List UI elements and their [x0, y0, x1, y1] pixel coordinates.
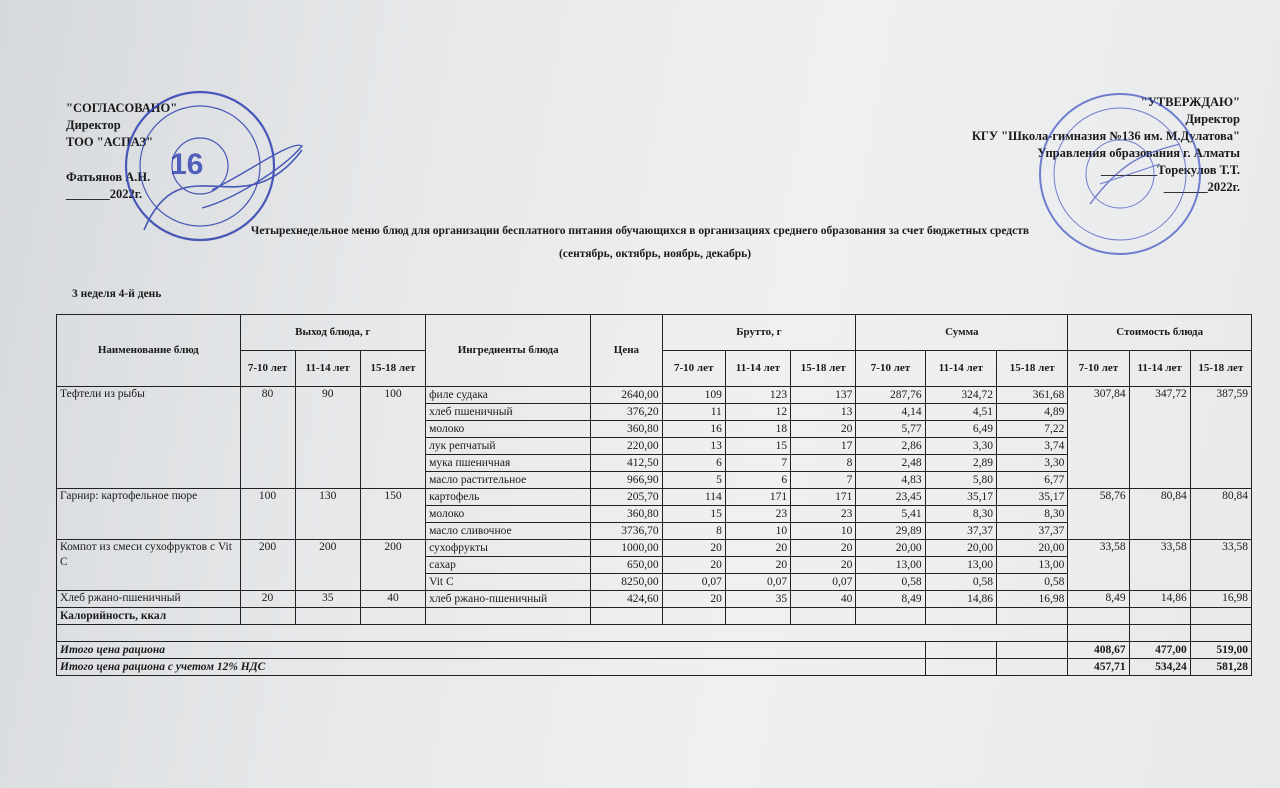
empty-cell	[295, 608, 360, 625]
header-ingredients: Ингредиенты блюда	[426, 315, 591, 387]
sum-cell: 20,00	[997, 540, 1068, 557]
brutto-cell: 10	[725, 523, 790, 540]
menu-title: Четырехнедельное меню блюд для организации бесплатного питания обучающихся в организациях среднего образования за счет бюджетных средств	[250, 225, 1030, 237]
sum-cell: 20,00	[925, 540, 996, 557]
empty-cell	[856, 608, 925, 625]
dish-name-cell: Хлеб ржано-пшеничный	[57, 591, 241, 608]
brutto-cell: 20	[725, 557, 790, 574]
ingredient-cell: сахар	[426, 557, 591, 574]
sum-cell: 2,48	[856, 455, 925, 472]
ingredient-cell: филе судака	[426, 387, 591, 404]
sum-cell: 324,72	[925, 387, 996, 404]
approve-date: _______2022г.	[1163, 180, 1240, 194]
dish-cost-cell: 58,76	[1068, 489, 1129, 540]
yield-cell: 80	[240, 387, 295, 489]
menu-table-container	[56, 314, 1252, 676]
dish-cost-cell: 347,72	[1129, 387, 1190, 489]
brutto-cell: 18	[725, 421, 790, 438]
sum-cell: 6,77	[997, 472, 1068, 489]
dish-cost-cell: 307,84	[1068, 387, 1129, 489]
ingredient-cell: хлеб пшеничный	[426, 404, 591, 421]
sum-cell: 13,00	[856, 557, 925, 574]
agreed-signatory: Фатьянов А.Н.	[66, 170, 151, 184]
total-vat-row	[57, 659, 1252, 676]
header-price: Цена	[591, 315, 662, 387]
empty-cell	[1068, 608, 1129, 625]
price-cell: 220,00	[591, 438, 662, 455]
sum-cell: 13,00	[997, 557, 1068, 574]
dish-cost-cell: 16,98	[1190, 591, 1251, 608]
svg-text:16: 16	[170, 148, 204, 181]
table-row	[57, 540, 1252, 557]
ingredient-cell: хлеб ржано-пшеничный	[426, 591, 591, 608]
sum-cell: 3,74	[997, 438, 1068, 455]
empty-cell	[791, 608, 856, 625]
header-age: 15-18 лет	[791, 351, 856, 387]
empty-cell	[57, 625, 1068, 642]
brutto-cell: 20	[662, 540, 725, 557]
brutto-cell: 35	[725, 591, 790, 608]
agreed-heading: "СОГЛАСОВАНО"	[66, 101, 178, 115]
yield-cell: 130	[295, 489, 360, 540]
sum-cell: 29,89	[856, 523, 925, 540]
empty-cell	[925, 659, 996, 676]
brutto-cell: 6	[662, 455, 725, 472]
approve-organization: КГУ "Школа-гимназия №136 им. М.Дулатова"	[971, 129, 1240, 143]
brutto-cell: 20	[725, 540, 790, 557]
agreed-organization: ТОО "АСПАЗ"	[66, 135, 154, 149]
week-day-label: 3 неделя 4-й день	[72, 288, 162, 300]
ingredient-cell: мука пшеничная	[426, 455, 591, 472]
dish-cost-cell: 80,84	[1190, 489, 1251, 540]
sum-cell: 4,51	[925, 404, 996, 421]
dish-cost-cell: 33,58	[1190, 540, 1251, 591]
empty-cell	[240, 608, 295, 625]
header-age: 11-14 лет	[925, 351, 996, 387]
yield-cell: 20	[240, 591, 295, 608]
brutto-cell: 12	[725, 404, 790, 421]
brutto-cell: 0,07	[791, 574, 856, 591]
brutto-cell: 13	[791, 404, 856, 421]
header-age: 11-14 лет	[1129, 351, 1190, 387]
total-label: Итого цена рациона	[57, 642, 926, 659]
dish-name-cell: Тефтели из рыбы	[57, 387, 241, 489]
brutto-cell: 8	[662, 523, 725, 540]
sum-cell: 20,00	[856, 540, 925, 557]
yield-cell: 200	[360, 540, 425, 591]
approve-position: Директор	[1185, 112, 1240, 126]
header-age: 7-10 лет	[1068, 351, 1129, 387]
brutto-cell: 13	[662, 438, 725, 455]
price-cell: 376,20	[591, 404, 662, 421]
brutto-cell: 5	[662, 472, 725, 489]
price-cell: 360,80	[591, 421, 662, 438]
brutto-cell: 7	[791, 472, 856, 489]
table-row	[57, 489, 1252, 506]
empty-cell	[925, 642, 996, 659]
header-age: 11-14 лет	[295, 351, 360, 387]
yield-cell: 100	[360, 387, 425, 489]
header-dish-name: Наименование блюд	[57, 315, 241, 387]
sum-cell: 37,37	[997, 523, 1068, 540]
dish-cost-cell: 80,84	[1129, 489, 1190, 540]
menu-table-body	[57, 387, 1252, 676]
empty-cell	[360, 608, 425, 625]
ingredient-cell: Vit C	[426, 574, 591, 591]
spacer-row	[57, 625, 1252, 642]
header-brutto: Брутто, г	[662, 315, 856, 351]
sum-cell: 23,45	[856, 489, 925, 506]
brutto-cell: 15	[662, 506, 725, 523]
calories-label: Калорийность, ккал	[57, 608, 241, 625]
header-age: 15-18 лет	[360, 351, 425, 387]
empty-cell	[1190, 608, 1251, 625]
brutto-cell: 10	[791, 523, 856, 540]
sum-cell: 0,58	[997, 574, 1068, 591]
sum-cell: 35,17	[925, 489, 996, 506]
approve-heading: "УТВЕРЖДАЮ"	[1140, 95, 1240, 109]
ingredient-cell: лук репчатый	[426, 438, 591, 455]
header-age: 15-18 лет	[997, 351, 1068, 387]
empty-cell	[426, 608, 591, 625]
sum-cell: 2,86	[856, 438, 925, 455]
sum-cell: 4,89	[997, 404, 1068, 421]
sum-cell: 361,68	[997, 387, 1068, 404]
agreed-position: Директор	[66, 118, 121, 132]
empty-cell	[925, 608, 996, 625]
total-value: 581,28	[1190, 659, 1251, 676]
brutto-cell: 15	[725, 438, 790, 455]
price-cell: 3736,70	[591, 523, 662, 540]
empty-cell	[1068, 625, 1129, 642]
brutto-cell: 20	[791, 540, 856, 557]
empty-cell	[997, 608, 1068, 625]
price-cell: 2640,00	[591, 387, 662, 404]
yield-cell: 90	[295, 387, 360, 489]
empty-cell	[997, 642, 1068, 659]
brutto-cell: 16	[662, 421, 725, 438]
sum-cell: 8,49	[856, 591, 925, 608]
price-cell: 650,00	[591, 557, 662, 574]
yield-cell: 100	[240, 489, 295, 540]
sum-cell: 5,41	[856, 506, 925, 523]
yield-cell: 150	[360, 489, 425, 540]
brutto-cell: 123	[725, 387, 790, 404]
sum-cell: 13,00	[925, 557, 996, 574]
agreed-date: _______2022г.	[66, 187, 143, 201]
price-cell: 412,50	[591, 455, 662, 472]
brutto-cell: 171	[725, 489, 790, 506]
sum-cell: 0,58	[925, 574, 996, 591]
total-row	[57, 642, 1252, 659]
price-cell: 205,70	[591, 489, 662, 506]
price-cell: 8250,00	[591, 574, 662, 591]
sum-cell: 6,49	[925, 421, 996, 438]
brutto-cell: 114	[662, 489, 725, 506]
ingredient-cell: масло растительное	[426, 472, 591, 489]
sum-cell: 4,14	[856, 404, 925, 421]
sum-cell: 8,30	[997, 506, 1068, 523]
brutto-cell: 20	[662, 557, 725, 574]
total-label: Итого цена рациона с учетом 12% НДС	[57, 659, 926, 676]
sum-cell: 5,80	[925, 472, 996, 489]
brutto-cell: 171	[791, 489, 856, 506]
sum-cell: 3,30	[925, 438, 996, 455]
total-value: 519,00	[1190, 642, 1251, 659]
dish-cost-cell: 33,58	[1068, 540, 1129, 591]
sum-cell: 37,37	[925, 523, 996, 540]
sum-cell: 35,17	[997, 489, 1068, 506]
header-age: 11-14 лет	[725, 351, 790, 387]
ingredient-cell: картофель	[426, 489, 591, 506]
calories-row	[57, 608, 1252, 625]
sum-cell: 5,77	[856, 421, 925, 438]
price-cell: 1000,00	[591, 540, 662, 557]
total-value: 408,67	[1068, 642, 1129, 659]
empty-cell	[1129, 608, 1190, 625]
approve-signatory: _________Торекулов Т.Т.	[1101, 163, 1240, 177]
dish-name-cell: Гарнир: картофельное пюре	[57, 489, 241, 540]
brutto-cell: 8	[791, 455, 856, 472]
table-row	[57, 387, 1252, 404]
empty-cell	[725, 608, 790, 625]
ingredient-cell: масло сливочное	[426, 523, 591, 540]
sum-cell: 4,83	[856, 472, 925, 489]
dish-cost-cell: 33,58	[1129, 540, 1190, 591]
sum-cell: 14,86	[925, 591, 996, 608]
total-value: 534,24	[1129, 659, 1190, 676]
dish-name-cell: Компот из смеси сухофруктов с Vit C	[57, 540, 241, 591]
brutto-cell: 0,07	[725, 574, 790, 591]
empty-cell	[997, 659, 1068, 676]
sum-cell: 3,30	[997, 455, 1068, 472]
menu-table	[56, 314, 1252, 676]
dish-cost-cell: 387,59	[1190, 387, 1251, 489]
header-sum: Сумма	[856, 315, 1068, 351]
empty-cell	[1129, 625, 1190, 642]
empty-cell	[662, 608, 725, 625]
ingredient-cell: сухофрукты	[426, 540, 591, 557]
total-value: 457,71	[1068, 659, 1129, 676]
header-yield: Выход блюда, г	[240, 315, 426, 351]
table-row	[57, 591, 1252, 608]
sum-cell: 16,98	[997, 591, 1068, 608]
empty-cell	[1190, 625, 1251, 642]
header-age: 7-10 лет	[856, 351, 925, 387]
price-cell: 424,60	[591, 591, 662, 608]
brutto-cell: 7	[725, 455, 790, 472]
dish-cost-cell: 8,49	[1068, 591, 1129, 608]
yield-cell: 40	[360, 591, 425, 608]
price-cell: 966,90	[591, 472, 662, 489]
brutto-cell: 6	[725, 472, 790, 489]
dish-cost-cell: 14,86	[1129, 591, 1190, 608]
menu-subtitle: (сентябрь, октябрь, ноябрь, декабрь)	[558, 248, 752, 260]
brutto-cell: 17	[791, 438, 856, 455]
brutto-cell: 0,07	[662, 574, 725, 591]
brutto-cell: 20	[662, 591, 725, 608]
header-cost: Стоимость блюда	[1068, 315, 1252, 351]
ingredient-cell: молоко	[426, 506, 591, 523]
sum-cell: 8,30	[925, 506, 996, 523]
sum-cell: 2,89	[925, 455, 996, 472]
ingredient-cell: молоко	[426, 421, 591, 438]
approve-department: Управления образования г. Алматы	[1037, 146, 1240, 160]
brutto-cell: 11	[662, 404, 725, 421]
brutto-cell: 109	[662, 387, 725, 404]
brutto-cell: 20	[791, 421, 856, 438]
header-age: 7-10 лет	[240, 351, 295, 387]
sum-cell: 0,58	[856, 574, 925, 591]
yield-cell: 35	[295, 591, 360, 608]
brutto-cell: 40	[791, 591, 856, 608]
sum-cell: 287,76	[856, 387, 925, 404]
sum-cell: 7,22	[997, 421, 1068, 438]
brutto-cell: 20	[791, 557, 856, 574]
brutto-cell: 137	[791, 387, 856, 404]
price-cell: 360,80	[591, 506, 662, 523]
brutto-cell: 23	[791, 506, 856, 523]
yield-cell: 200	[295, 540, 360, 591]
brutto-cell: 23	[725, 506, 790, 523]
header-age: 15-18 лет	[1190, 351, 1251, 387]
yield-cell: 200	[240, 540, 295, 591]
empty-cell	[591, 608, 662, 625]
total-value: 477,00	[1129, 642, 1190, 659]
header-age: 7-10 лет	[662, 351, 725, 387]
